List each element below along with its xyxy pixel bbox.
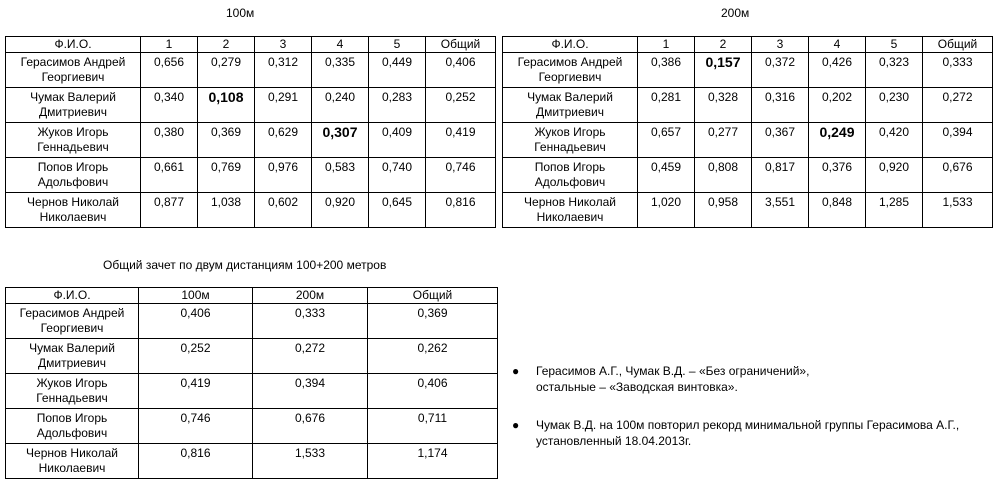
header-series-4: 4 [312,37,369,53]
score-cell: 0,848 [809,193,866,228]
header-fio: Ф.И.О. [503,37,638,53]
total-cell: 0,419 [426,123,496,158]
score-cell: 0,877 [141,193,198,228]
athlete-name: Герасимов Андрей Георгиевич [6,53,141,88]
score-cell: 0,335 [312,53,369,88]
score-cell: 0,272 [253,339,368,374]
score-cell: 0,656 [141,53,198,88]
header-total: Общий [368,288,498,304]
header-series-1: 1 [638,37,695,53]
athlete-name: Попов Игорь Адольфович [503,158,638,193]
score-cell: 0,369 [198,123,255,158]
best-score-cell: 0,157 [695,53,752,88]
score-cell: 0,252 [139,339,253,374]
athlete-name: Жуков Игорь Геннадьевич [6,374,139,409]
table-row [6,409,498,444]
score-cell: 0,283 [369,88,426,123]
athlete-name: Попов Игорь Адольфович [6,409,139,444]
total-cell: 0,676 [923,158,993,193]
score-cell: 1,038 [198,193,255,228]
table-row [503,158,993,193]
table-header-row [6,288,498,304]
table-row [503,88,993,123]
note-line: Герасимов А.Г., Чумак В.Д. – «Без ограничений», [536,364,810,378]
score-cell: 0,740 [369,158,426,193]
score-cell: 0,291 [255,88,312,123]
table-row [6,88,496,123]
score-cell: 0,240 [312,88,369,123]
score-cell: 0,419 [139,374,253,409]
athlete-name: Чумак Валерий Дмитриевич [503,88,638,123]
table-row [503,123,993,158]
athlete-name: Герасимов Андрей Георгиевич [6,304,139,339]
score-cell: 0,629 [255,123,312,158]
total-cell: 0,252 [426,88,496,123]
results-table-200m [502,36,993,228]
total-cell: 0,406 [426,53,496,88]
header-total: Общий [923,37,993,53]
total-cell: 0,369 [368,304,498,339]
table-header-row [503,37,993,53]
total-cell: 0,394 [923,123,993,158]
bullet-icon: ● [512,418,520,432]
athlete-name: Жуков Игорь Геннадьевич [503,123,638,158]
score-cell: 0,333 [253,304,368,339]
score-cell: 0,372 [752,53,809,88]
score-cell: 0,583 [312,158,369,193]
total-cell: 0,711 [368,409,498,444]
total-cell: 0,272 [923,88,993,123]
title-200m: 200м [721,6,750,20]
total-cell: 1,533 [923,193,993,228]
score-cell: 3,551 [752,193,809,228]
table-row [503,53,993,88]
score-cell: 0,376 [809,158,866,193]
score-cell: 0,323 [866,53,923,88]
table-row [6,53,496,88]
total-cell: 0,262 [368,339,498,374]
header-series-3: 3 [752,37,809,53]
best-score-cell: 0,307 [312,123,369,158]
athlete-name: Чернов Николай Николаевич [503,193,638,228]
score-cell: 0,312 [255,53,312,88]
score-cell: 0,958 [695,193,752,228]
score-cell: 0,340 [141,88,198,123]
total-cell: 0,816 [426,193,496,228]
score-cell: 0,409 [369,123,426,158]
athlete-name: Попов Игорь Адольфович [6,158,141,193]
score-cell: 0,459 [638,158,695,193]
note-line: остальные – «Заводская винтовка». [536,380,738,394]
header-series-4: 4 [809,37,866,53]
score-cell: 1,285 [866,193,923,228]
header-series-5: 5 [369,37,426,53]
header-series-2: 2 [695,37,752,53]
table-row [6,193,496,228]
table-row [6,444,498,479]
note-item [512,363,992,395]
athlete-name: Чумак Валерий Дмитриевич [6,339,139,374]
score-cell: 0,394 [253,374,368,409]
score-cell: 0,380 [141,123,198,158]
title-overall: Общий зачет по двум дистанциям 100+200 метров [103,258,387,272]
score-cell: 0,817 [752,158,809,193]
header-fio: Ф.И.О. [6,37,141,53]
score-cell: 0,449 [369,53,426,88]
score-cell: 0,406 [139,304,253,339]
score-cell: 0,602 [255,193,312,228]
athlete-name: Жуков Игорь Геннадьевич [6,123,141,158]
table-row [6,304,498,339]
score-cell: 0,661 [141,158,198,193]
score-cell: 0,420 [866,123,923,158]
header-100m: 100м [139,288,253,304]
table-row [6,339,498,374]
header-series-3: 3 [255,37,312,53]
athlete-name: Чумак Валерий Дмитриевич [6,88,141,123]
score-cell: 0,426 [809,53,866,88]
bullet-icon: ● [512,364,520,378]
score-cell: 0,328 [695,88,752,123]
score-cell: 0,279 [198,53,255,88]
table-header-row [6,37,496,53]
results-table-overall [5,287,498,479]
notes-list [512,363,992,471]
score-cell: 0,202 [809,88,866,123]
title-100m: 100м [226,6,255,20]
note-item [512,417,992,449]
score-cell: 0,367 [752,123,809,158]
total-cell: 0,746 [426,158,496,193]
score-cell: 0,316 [752,88,809,123]
score-cell: 0,920 [866,158,923,193]
table-row [503,193,993,228]
table-row [6,123,496,158]
table-row [6,374,498,409]
best-score-cell: 0,249 [809,123,866,158]
score-cell: 0,230 [866,88,923,123]
header-series-2: 2 [198,37,255,53]
score-cell: 0,808 [695,158,752,193]
score-cell: 0,920 [312,193,369,228]
note-line: установленный 18.04.2013г. [536,434,692,448]
best-score-cell: 0,108 [198,88,255,123]
note-line: Чумак В.Д. на 100м повторил рекорд минимальной группы Герасимова А.Г., [536,418,960,432]
score-cell: 1,533 [253,444,368,479]
header-series-1: 1 [141,37,198,53]
total-cell: 0,406 [368,374,498,409]
athlete-name: Чернов Николай Николаевич [6,193,141,228]
score-cell: 0,746 [139,409,253,444]
header-200m: 200м [253,288,368,304]
score-cell: 1,020 [638,193,695,228]
score-cell: 0,281 [638,88,695,123]
score-cell: 0,816 [139,444,253,479]
total-cell: 0,333 [923,53,993,88]
score-cell: 0,277 [695,123,752,158]
score-cell: 0,386 [638,53,695,88]
table-row [6,158,496,193]
score-cell: 0,645 [369,193,426,228]
score-cell: 0,769 [198,158,255,193]
header-series-5: 5 [866,37,923,53]
score-cell: 0,676 [253,409,368,444]
results-table-100m [5,36,496,228]
athlete-name: Герасимов Андрей Георгиевич [503,53,638,88]
header-total: Общий [426,37,496,53]
score-cell: 0,657 [638,123,695,158]
header-fio: Ф.И.О. [6,288,139,304]
total-cell: 1,174 [368,444,498,479]
athlete-name: Чернов Николай Николаевич [6,444,139,479]
score-cell: 0,976 [255,158,312,193]
